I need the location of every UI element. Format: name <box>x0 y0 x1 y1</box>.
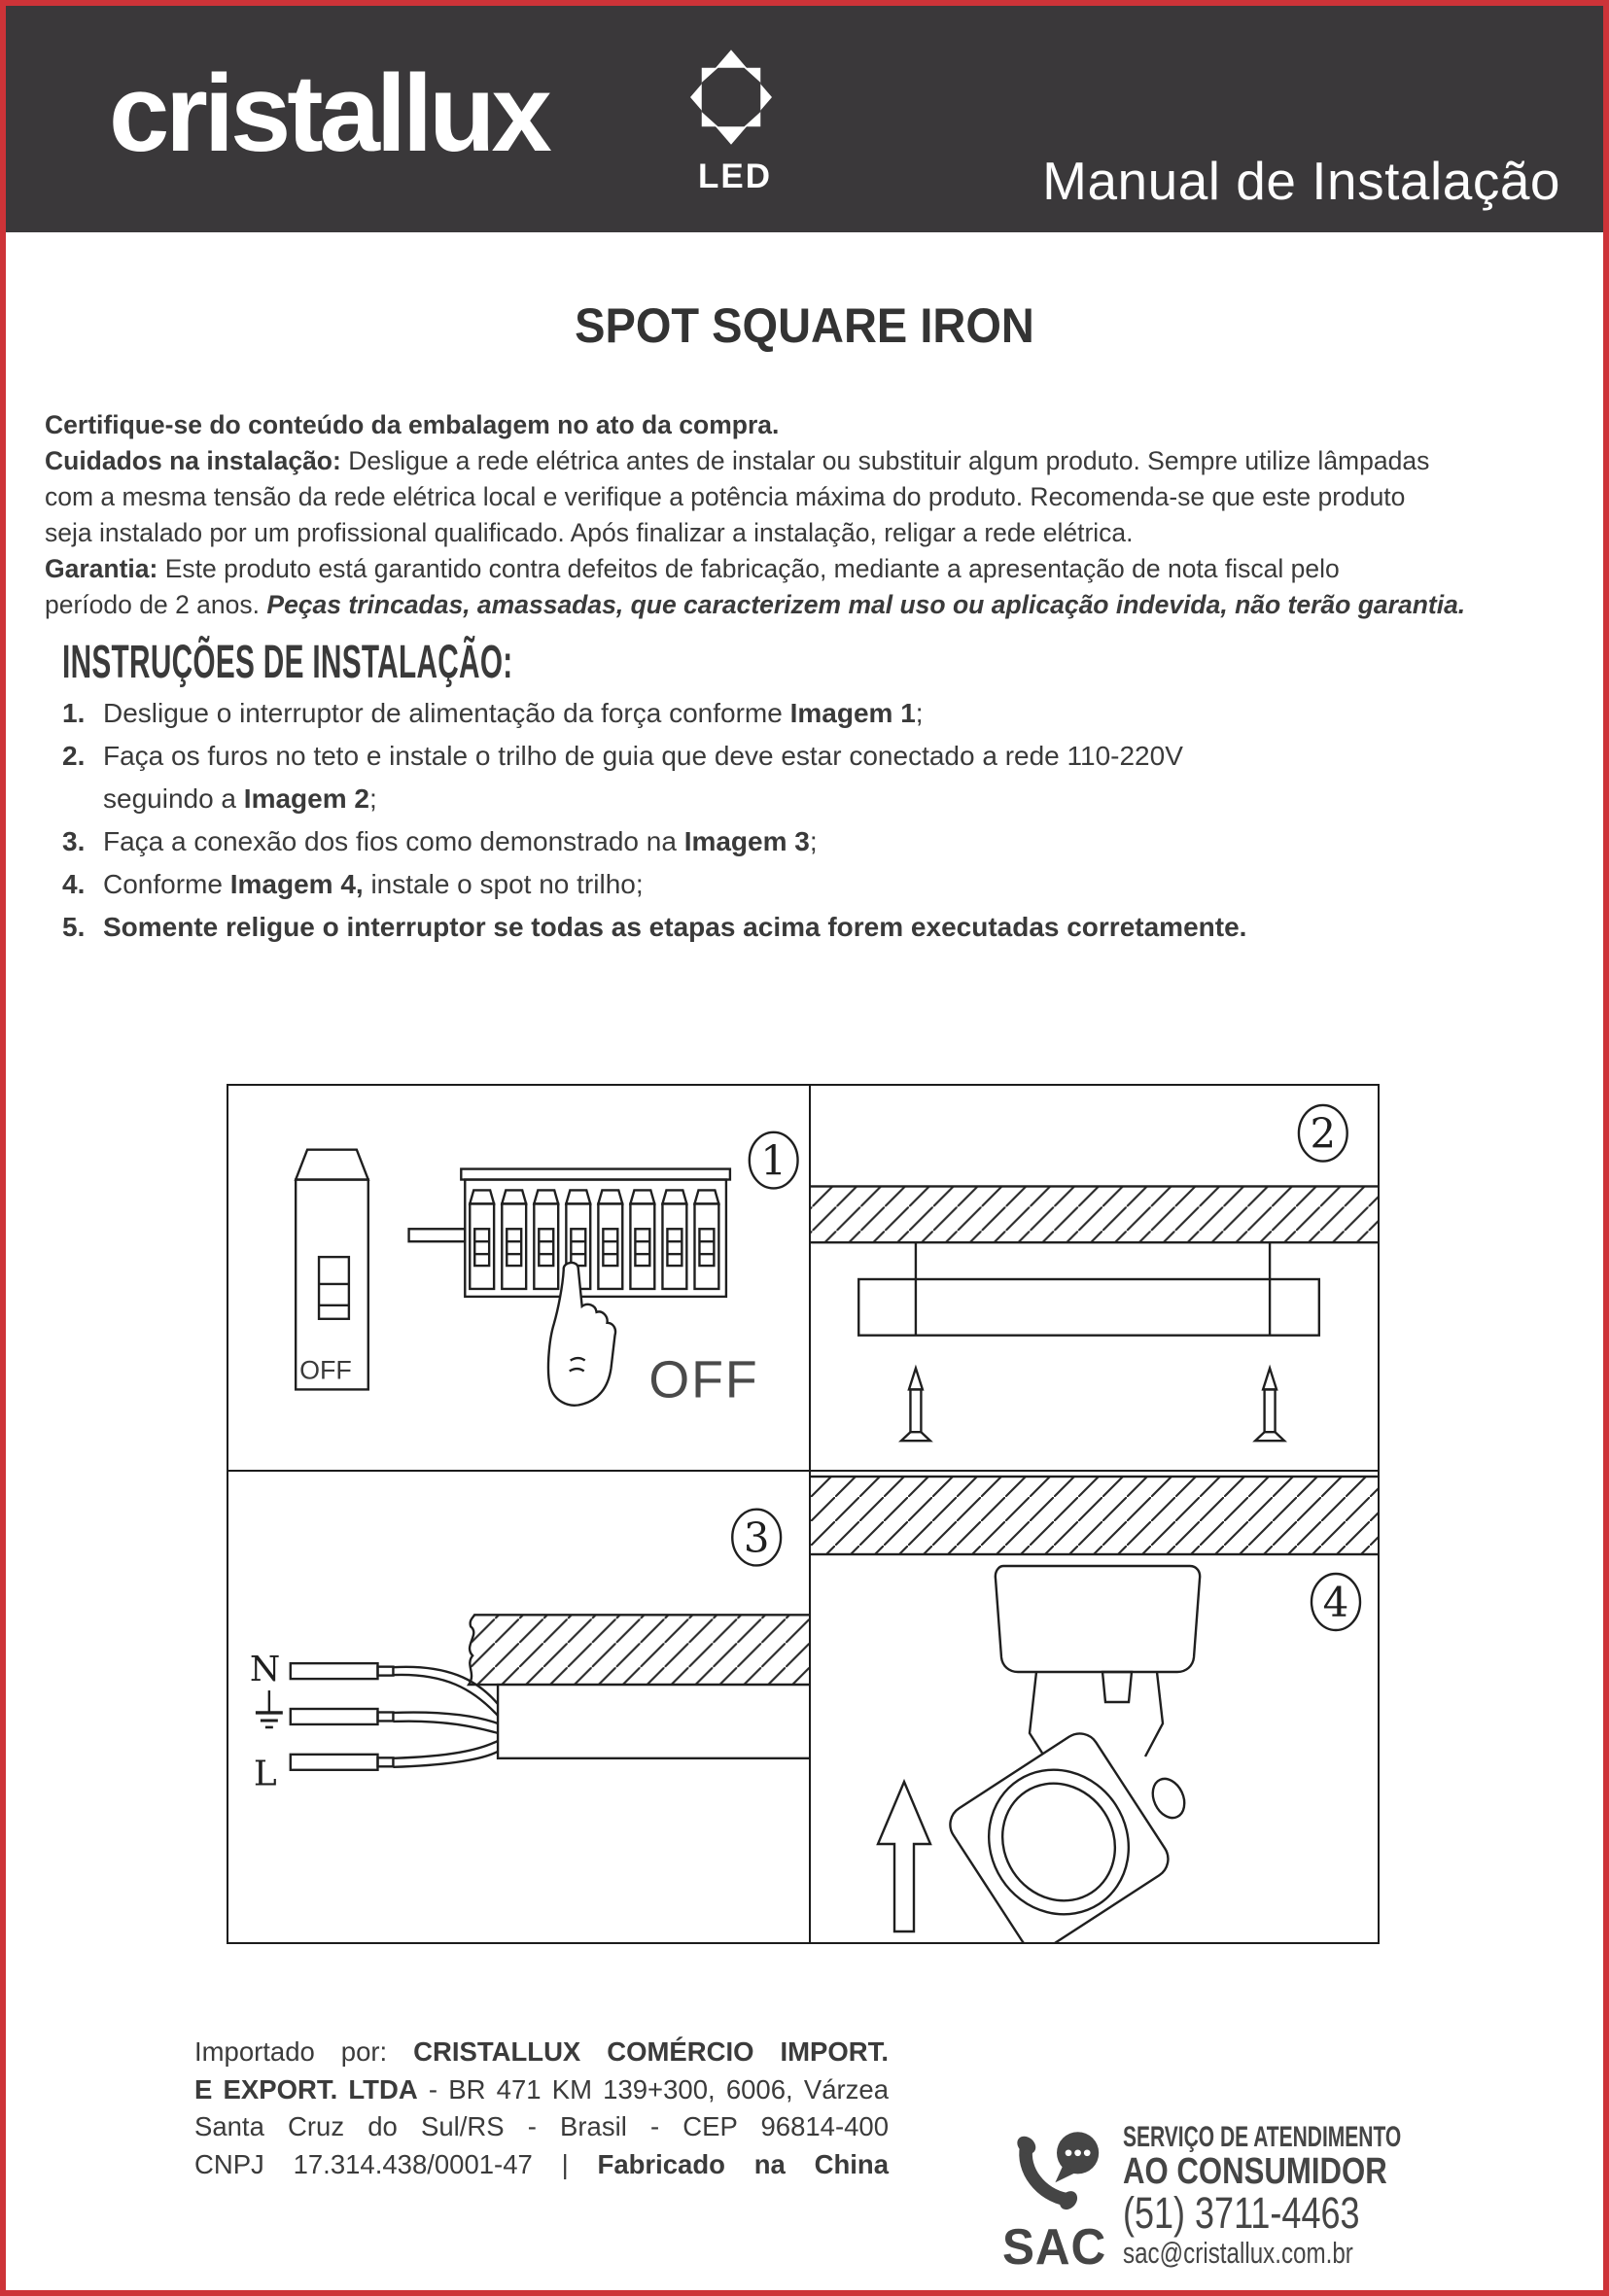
intro-care-line3 <box>45 515 1576 551</box>
instructions-heading: INSTRUÇÕES DE INSTALAÇÃO: <box>62 637 513 688</box>
item-text-post: ; <box>915 698 924 728</box>
breaker-switches <box>470 1190 718 1288</box>
item-text: Desligue o interruptor de alimentação da força conforme <box>103 698 790 728</box>
sac-text-column <box>1119 2084 1521 2273</box>
item-bold: Imagem 1 <box>789 698 916 728</box>
importer-line-4 <box>194 2146 889 2184</box>
spot-fixture <box>943 1566 1200 1942</box>
item-bold: Imagem 2 <box>243 783 369 814</box>
importer-info <box>194 2034 889 2183</box>
product-title: SPOT SQUARE IRON <box>575 298 1034 353</box>
octagram-star-icon <box>690 49 772 146</box>
phone-chat-icon <box>1006 2121 1107 2222</box>
sac-icon-column <box>1002 2084 1119 2276</box>
footer-text: CNPJ 17.314.438/0001-47 | <box>194 2148 598 2179</box>
brand-name: cristallux <box>109 52 548 174</box>
wiring-illustration <box>228 1472 809 1942</box>
sac-label: SAC <box>1002 2219 1107 2276</box>
footer-text: Importado por: <box>194 2036 414 2067</box>
diagram-panel-3 <box>228 1472 811 1942</box>
screw-icon <box>901 1369 930 1442</box>
item-number: 1. <box>62 698 86 728</box>
list-item-5 <box>62 906 1579 949</box>
wire-terminals <box>291 1663 394 1770</box>
item-text: Conforme <box>103 869 230 899</box>
item-text: Faça os furos no teto e instale o trilho de guia que deve estar conectado a rede 110-220V <box>103 741 1183 771</box>
care-text-2: com a mesma tensão da rede elétrica local e verifique a potência máxima do produto. Recomenda-se que este produto <box>45 482 1406 511</box>
diagram-panel-1 <box>228 1086 811 1472</box>
intro-check-line <box>45 407 1576 443</box>
intro-care-line2 <box>45 479 1576 515</box>
importer-line-2 <box>194 2071 889 2109</box>
list-item-2 <box>62 735 1579 820</box>
page-title: Manual de Instalação <box>1042 151 1560 211</box>
list-item-4 <box>62 863 1579 906</box>
warranty-emphasis: Peças trincadas, amassadas, que caracterizem mal uso ou aplicação indevida, não terão garantia. <box>266 590 1466 619</box>
intro-check-bold: Certifique-se do conteúdo da embalagem no ato da compra. <box>45 410 780 439</box>
item-text-wrap: seguindo a <box>103 783 244 814</box>
breaker-off-illustration <box>228 1086 809 1470</box>
footer-bold: E EXPORT. LTDA <box>194 2073 418 2105</box>
item-text-post: ; <box>809 826 818 856</box>
item-text-post: instale o spot no trilho; <box>363 869 644 899</box>
warranty-text-2: período de 2 anos. <box>45 590 261 619</box>
item-number: 5. <box>62 912 86 942</box>
off-label-big: OFF <box>648 1350 759 1409</box>
item-bold: Somente religue o interruptor se todas as etapas acima forem executadas corretamente. <box>103 912 1247 942</box>
sac-service-line-1: SERVIÇO DE ATENDIMENTO <box>1123 2121 1402 2153</box>
sac-service-line-2: AO CONSUMIDOR <box>1123 2151 1387 2192</box>
diagram-panel-2 <box>811 1086 1378 1472</box>
wire-label-n: N <box>249 1650 281 1690</box>
item-number: 3. <box>62 826 86 856</box>
importer-line-1 <box>194 2034 889 2071</box>
item-bold: Imagem 3 <box>683 826 810 856</box>
importer-line-3 <box>194 2108 889 2146</box>
care-text-1: Desligue a rede elétrica antes de instalar ou substituir algum produto. Sempre utilize lâmpadas <box>348 446 1430 475</box>
instructions-list <box>62 692 1579 949</box>
list-item-3 <box>62 820 1579 863</box>
off-label-small: OFF <box>299 1355 352 1385</box>
footer-bold: CRISTALLUX COMÉRCIO IMPORT. <box>413 2036 889 2067</box>
diagram-grid <box>227 1084 1380 1944</box>
care-text-3: seja instalado por um profissional qualificado. Após finalizar a instalação, religar a rede elétrica. <box>45 518 1134 547</box>
item-bold: Imagem 4, <box>229 869 364 899</box>
intro-care-line1 <box>45 443 1576 479</box>
figure-number-1: 1 <box>760 1136 787 1185</box>
header <box>6 6 1603 232</box>
footer-text: Santa Cruz do Sul/RS - Brasil - CEP 96814-400 <box>194 2111 889 2141</box>
sac-phone-number: (51) 3711-4463 <box>1123 2188 1360 2238</box>
figure-number-4: 4 <box>1322 1579 1349 1626</box>
item-number: 4. <box>62 869 86 899</box>
track-mount-illustration <box>811 1086 1378 1470</box>
care-label: Cuidados na instalação: <box>45 446 341 475</box>
sac-block <box>1002 2084 1521 2276</box>
wire-label-l: L <box>253 1754 277 1794</box>
warranty-text-1: Este produto está garantido contra defeitos de fabricação, mediante a apresentação de nota fiscal pelo <box>164 554 1340 583</box>
diagram-panel-4 <box>811 1472 1378 1942</box>
item-text: Faça a conexão dos fios como demonstrado na <box>103 826 684 856</box>
list-item-1 <box>62 692 1579 735</box>
footer-bold: Fabricado na China <box>597 2148 889 2179</box>
figure-number-3: 3 <box>743 1513 770 1562</box>
item-number: 2. <box>62 741 86 771</box>
intro-warranty-line1 <box>45 551 1576 587</box>
spot-install-illustration <box>811 1472 1378 1942</box>
earth-symbol-icon <box>256 1690 283 1727</box>
sac-email: sac@cristallux.com.br <box>1123 2236 1353 2270</box>
brand-sub-led: LED <box>698 157 772 195</box>
intro-text <box>45 407 1576 623</box>
figure-number-2: 2 <box>1310 1109 1337 1158</box>
item-text-post: ; <box>368 783 377 814</box>
footer-text: - BR 471 KM 139+300, 6006, Várzea <box>417 2073 889 2105</box>
warranty-label: Garantia: <box>45 554 158 583</box>
intro-warranty-line2 <box>45 587 1576 623</box>
up-arrow-icon <box>878 1782 930 1931</box>
screw-icon <box>1255 1369 1284 1442</box>
